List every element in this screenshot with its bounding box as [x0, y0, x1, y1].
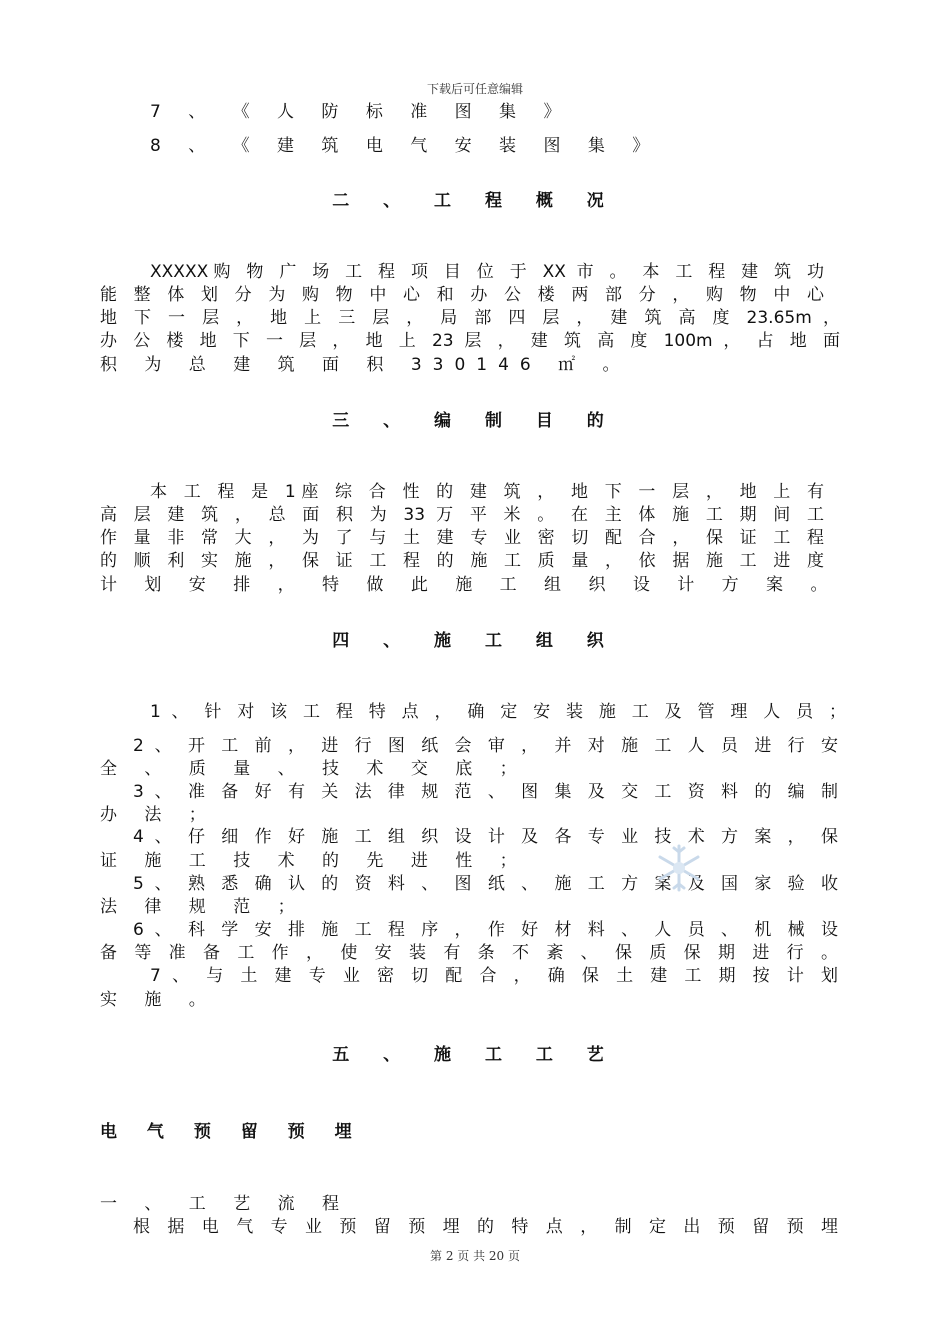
section-heading: 二 、 工 程 概 况 — [332, 191, 618, 211]
list-line: 5 、 熟 悉 确 认 的 资 料 、 图 纸 、 施 工 方 案 及 国 家 验 收 — [133, 874, 838, 894]
page-footer: 第 2 页 共 20 页 — [430, 1249, 520, 1263]
paragraph-line: XXXXX购 物 广 场 工 程 项 目 位 于 XX 市 。 本 工 程 建 筑 功 — [150, 262, 824, 282]
list-line: 证 施 工 技 术 的 先 进 性 ； — [100, 851, 528, 871]
paragraph-line: 本 工 程 是 1座 综 合 性 的 建 筑 ， 地 下 一 层 ， 地 上 有 — [150, 482, 824, 502]
watermark-snowflake-icon — [653, 842, 705, 894]
paragraph-line: 的 顺 利 实 施 ， 保 证 工 程 的 施 工 质 量 ， 依 据 施 工 进 度 — [100, 551, 824, 571]
section-heading: 三 、 编 制 目 的 — [332, 411, 618, 431]
section-heading: 五 、 施 工 工 艺 — [332, 1045, 618, 1065]
list-line: 2 、 开 工 前 ， 进 行 图 纸 会 审 ， 并 对 施 工 人 员 进 行 安 — [133, 736, 838, 756]
list-line: 全 、 质 量 、 技 术 交 底 ； — [100, 759, 528, 779]
list-line: 实 施 。 — [100, 990, 217, 1010]
paragraph-line: 能 整 体 划 分 为 购 物 中 心 和 办 公 楼 两 部 分 ， 购 物 中 心 — [100, 285, 824, 305]
paragraph-line: 积 为 总 建 筑 面 积 330146 ㎡ 。 — [100, 355, 631, 375]
list-line: 备 等 准 备 工 作 ， 使 安 装 有 条 不 紊 、 保 质 保 期 进 行 。 — [100, 943, 838, 963]
list-line: 法 律 规 范 ； — [100, 897, 306, 917]
list-line: 1 、 针 对 该 工 程 特 点 ， 确 定 安 装 施 工 及 管 理 人 员 ； — [150, 702, 846, 722]
paragraph-line: 计 划 安 排 ， 特 做 此 施 工 组 织 设 计 方 案 。 — [100, 575, 839, 595]
section-heading: 四 、 施 工 组 织 — [332, 631, 618, 651]
list-item: 7 、 《 人 防 标 准 图 集 》 — [150, 102, 572, 122]
list-line: 3 、 准 备 好 有 关 法 律 规 范 、 图 集 及 交 工 资 料 的 编 制 — [133, 782, 838, 802]
list-line: 办 法 ； — [100, 805, 217, 825]
list-item: 8 、 《 建 筑 电 气 安 装 图 集 》 — [150, 136, 661, 156]
paragraph-line: 根 据 电 气 专 业 预 留 预 埋 的 特 点 ， 制 定 出 预 留 预 埋 — [133, 1217, 838, 1237]
list-line: 4 、 仔 细 作 好 施 工 组 织 设 计 及 各 专 业 技 术 方 案 ， 保 — [133, 827, 838, 847]
list-line: 6 、 科 学 安 排 施 工 程 序 ， 作 好 材 料 、 人 员 、 机 械 设 — [133, 920, 838, 940]
paragraph-line: 作 量 非 常 大 ， 为 了 与 土 建 专 业 密 切 配 合 ， 保 证 工 程 — [100, 528, 824, 548]
paragraph-line: 地 下 一 层 ， 地 上 三 层 ， 局 部 四 层 ， 建 筑 高 度 23.65m ， — [100, 308, 840, 328]
paragraph-line: 一 、 工 艺 流 程 — [100, 1194, 351, 1214]
subsection-heading: 电 气 预 留 预 埋 — [100, 1122, 364, 1142]
paragraph-line: 高 层 建 筑 ， 总 面 积 为 33 万 平 米 。 在 主 体 施 工 期 间 工 — [100, 505, 824, 525]
paragraph-line: 办 公 楼 地 下 一 层 ， 地 上 23 层 ， 建 筑 高 度 100m ， 占 地 面 — [100, 331, 840, 351]
list-line: 7 、 与 土 建 专 业 密 切 配 合 ， 确 保 土 建 工 期 按 计 划 — [150, 966, 838, 986]
page-header: 下载后可任意编辑 — [426, 82, 523, 96]
